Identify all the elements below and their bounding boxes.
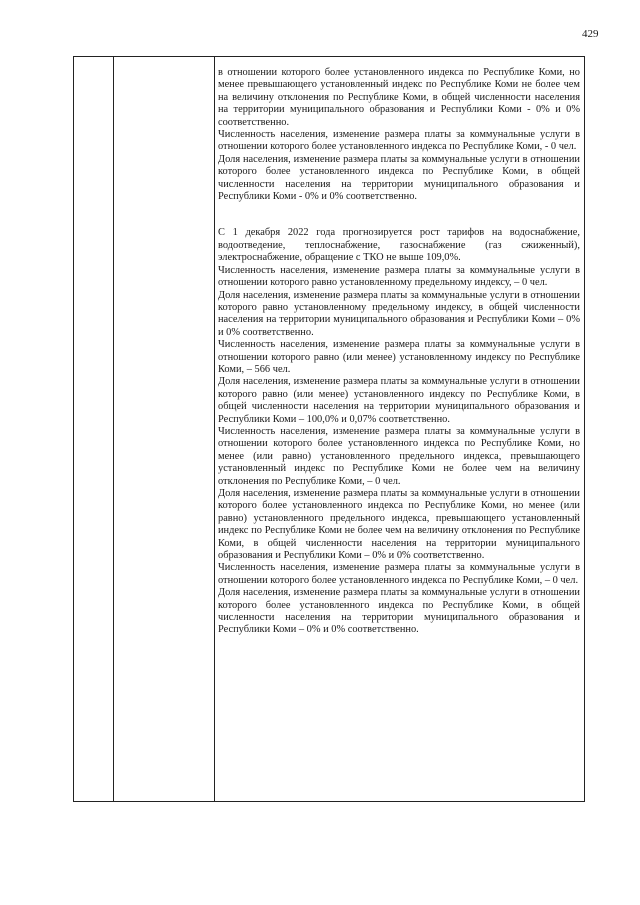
paragraph: Численность населения, изменение размера платы за коммунальные услуги в отношении которого более установленного индекса по Республике Коми, но менее (или равно) установленного предельного индекса, превышающего установленный индекс по Республике Коми не более чем на величину отклонения по Республике Коми, – 0 чел.	[218, 425, 580, 487]
paragraph-gap	[218, 203, 580, 227]
table	[73, 56, 585, 802]
page-number: 429	[582, 28, 599, 40]
paragraph: в отношении которого более установленного индекса по Республике Коми, но менее превышающего установленный индекс по Республике Коми не более чем на величину отклонения по Республике Коми, в общей численности населения на территории муниципального образования и Республики Коми - 0% и 0% соответственно.	[218, 67, 580, 128]
table-cell-text	[218, 67, 580, 637]
paragraph: Доля населения, изменение размера платы за коммунальные услуги в отношении которого более установленного индекса по Республике Коми, в общей численности населения на территории муниципального образования и Республики Коми - 0% и 0% соответственно.	[218, 153, 580, 203]
paragraph: Доля населения, изменение размера платы за коммунальные услуги в отношении которого более установленного индекса по Республике Коми, в общей численности населения на территории муниципального образования и Республики Коми – 0% и 0% соответственно.	[218, 587, 580, 636]
paragraph: Численность населения, изменение размера платы за коммунальные услуги в отношении которого более установленного индекса по Республике Коми, - 0 чел.	[218, 129, 580, 153]
paragraph: Численность населения, изменение размера платы за коммунальные услуги в отношении которого более установленного индекса по Республике Коми, – 0 чел.	[218, 562, 580, 586]
column-divider-1	[113, 57, 114, 801]
paragraph: Доля населения, изменение размера платы за коммунальные услуги в отношении которого равно (или менее) установленного индексу по Республике Коми, в общей численности населения на территории муниципального образования и Республики Коми – 100,0% и 0,07% соответственно.	[218, 376, 580, 425]
paragraph: Доля населения, изменение размера платы за коммунальные услуги в отношении которого равно установленному предельному индексу, в общей численности населения на территории муниципального образования и Республики Коми – 0% и 0% соответственно.	[218, 289, 580, 338]
paragraph: Доля населения, изменение размера платы за коммунальные услуги в отношении которого более установленного индекса по Республике Коми, но менее (или равно) установленного предельного индекса, превышающего установленный индекс по Республике Коми не более чем на величину отклонения по Республике Коми, в общей численности населения на территории муниципального образования и Республики Коми – 0% и 0% соответственно.	[218, 488, 580, 562]
paragraph: Численность населения, изменение размера платы за коммунальные услуги в отношении которого равно (или менее) установленному индексу по Республике Коми, – 566 чел.	[218, 339, 580, 375]
column-divider-2	[214, 57, 215, 801]
paragraph: С 1 декабря 2022 года прогнозируется рост тарифов на водоснабжение, водоотведение, теплоснабжение, газоснабжение (газ сжиженный), электроснабжение, обращение с ТКО не выше 109,0%.	[218, 227, 580, 264]
paragraph: Численность населения, изменение размера платы за коммунальные услуги в отношении которого равно установленному предельному индексу, – 0 чел.	[218, 264, 580, 289]
